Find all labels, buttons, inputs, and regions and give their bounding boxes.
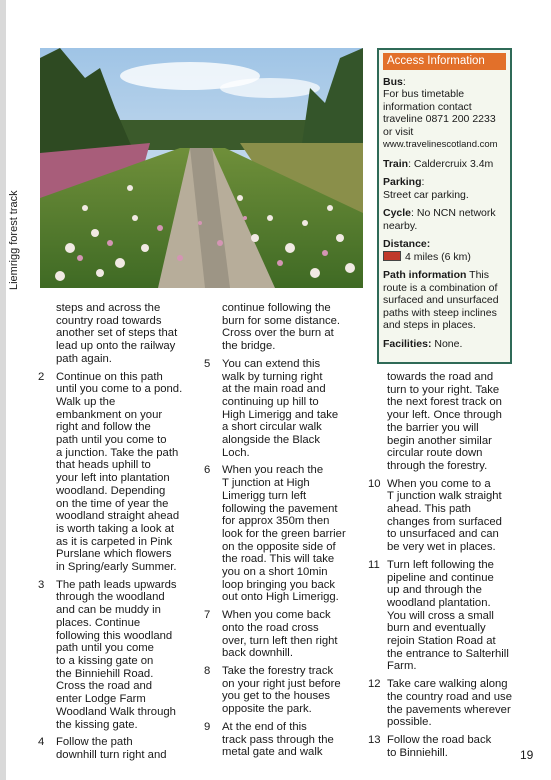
step-number: 4 [38, 736, 45, 749]
step-text: When you reach the T junction at High Limerigg turn left following the pavement for approx 350m then look for the green barrier on the opposite side of the road. This will take you on a short 10min loop bringing you back out onto High Limerigg. [222, 464, 346, 604]
step-text: steps and across the country road towards another set of steps that lead up onto the railway path again. [56, 302, 178, 365]
page-edge-bar [0, 0, 6, 780]
facilities-info [383, 338, 506, 351]
step-text: Take the forestry track on your right just before you get to the houses opposite the park. [222, 664, 341, 716]
cycle-info [383, 207, 506, 232]
facilities-label: Facilities: [383, 337, 432, 350]
directions-column-3 [368, 371, 523, 764]
bus-url[interactable]: www.travelinescotland.com [383, 139, 498, 150]
step-text: Turn left following the pipeline and continue up and through the woodland plantation. You will cross a small burn and eventually rejoin Station Road at the entrance to Salterhill Farm. [387, 558, 509, 673]
step-text: Continue on this path until you come to a pond. Walk up the embankment on your right and follow the path until you come to a junction. Take the path that heads uphill to your left into plantation woodland. Depending on the time of year the woodland straight ahead is worth taking a look at as it is carpeted in Pink Purslane which flowers in Spring/early Summer. [56, 370, 183, 574]
direction-step [368, 478, 523, 554]
step-text: continue following the burn for some distance. Cross over the burn at the bridge. [222, 302, 341, 353]
bus-info: Bus: For bus timetable information contact traveline 0871 200 2233 or visit www.travelinescotland.com [383, 75, 498, 150]
direction-step [368, 734, 523, 759]
step-text: You can extend this walk by turning right at the main road and continuing up hill to High Limerigg and take a short circular walk alongside the Black Loch. [222, 357, 339, 459]
access-information-title: Access Information [383, 53, 506, 70]
step-text: The path leads upwards through the woodland and can be muddy in places. Continue following this woodland path until you come to a kissing gate on the Binniehill Road. Cross the road and enter Lodge Farm Woodland Walk through the kissing gate. [56, 578, 177, 731]
step-text: At the end of this track pass through the metal gate and walk [222, 720, 334, 759]
path-text: This route is a combination of surfaced and unsurfaced paths with steep inclines and steps in places. [383, 269, 499, 331]
directions-column-2 [204, 302, 352, 764]
step-number: 10 [368, 477, 381, 490]
cycle-label: Cycle [383, 207, 412, 219]
step-text: When you come back onto the road cross over, turn left then right back downhill. [222, 609, 338, 660]
step-text: When you come to a T junction walk straight ahead. This path changes from surfaced to unsurfaced and can be very wet in places. [387, 477, 502, 554]
access-information-box [377, 48, 512, 364]
train-text: : Caldercruix 3.4m [408, 157, 494, 170]
direction-step [204, 358, 352, 460]
distance-info [383, 238, 506, 263]
forest-track-photo [40, 48, 363, 288]
parking-info: Parking: Street car parking. [383, 176, 469, 201]
train-info [383, 158, 506, 171]
direction-step [38, 736, 193, 761]
facilities-text: None. [431, 337, 463, 350]
step-text: Take care walking along the country road and use the pavements wherever possible. [387, 678, 512, 729]
direction-step [38, 371, 193, 574]
direction-step [38, 302, 193, 366]
directions-column-1 [38, 302, 193, 767]
cycle-text: : No NCN network nearby. [383, 207, 496, 232]
direction-step [204, 302, 352, 353]
direction-step [368, 371, 523, 473]
direction-step [368, 559, 523, 673]
direction-step [204, 609, 352, 660]
photo-caption: Liemrigg forest track [8, 190, 20, 290]
direction-step [38, 579, 193, 731]
step-number: 12 [368, 678, 381, 691]
bus-text: For bus timetable information contact traveline 0871 200 2233 or visit [383, 88, 496, 138]
step-number: 7 [204, 609, 211, 622]
step-number: 8 [204, 664, 211, 677]
distance-text: 4 miles (6 km) [405, 250, 471, 263]
step-text: Follow the path downhill turn right and [56, 736, 167, 761]
step-number: 9 [204, 720, 211, 733]
step-number: 3 [38, 578, 45, 591]
step-text: towards the road and turn to your right. Take the next forest track on your left. Once through the barrier you will begin another similar circular route down through the forestry. [387, 371, 502, 472]
step-number: 2 [38, 370, 45, 383]
path-label: Path information [383, 269, 467, 281]
direction-step [204, 464, 352, 604]
parking-text: Street car parking. [383, 188, 469, 201]
step-number: 13 [368, 733, 381, 746]
bus-label: Bus [383, 75, 403, 88]
parking-label: Parking [383, 176, 422, 188]
path-info [383, 269, 506, 332]
direction-step [204, 665, 352, 716]
page-number: 19 [520, 748, 534, 762]
distance-icon [383, 251, 401, 261]
step-number: 6 [204, 464, 211, 477]
step-number: 5 [204, 357, 211, 370]
direction-step [204, 721, 352, 759]
direction-step [368, 678, 523, 729]
train-label: Train [383, 157, 409, 170]
step-text: Follow the road back to Binniehill. [387, 733, 492, 759]
step-number: 11 [368, 558, 380, 571]
distance-label: Distance: [383, 238, 431, 250]
